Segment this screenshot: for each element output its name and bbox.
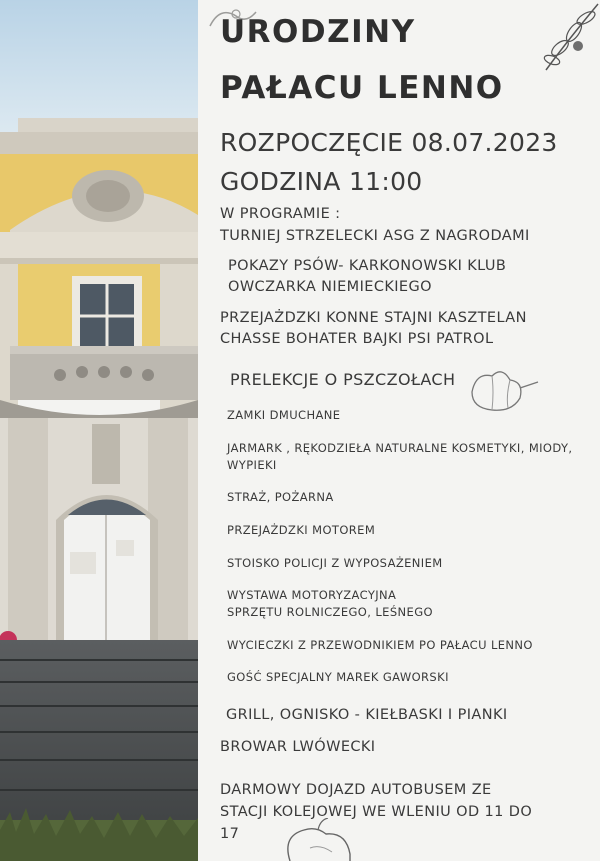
program-heading: W PROGRAMIE : xyxy=(220,206,341,222)
leaf-branch-icon xyxy=(538,0,600,72)
program-item: WYSTAWA MOTORYZACYJNA xyxy=(227,588,397,602)
transport-info: 17 xyxy=(220,826,240,842)
program-item: ZAMKI DMUCHANE xyxy=(227,408,341,422)
program-item: BROWAR LWÓWECKI xyxy=(220,739,376,755)
program-item: TURNIEJ STRZELECKI ASG Z NAGRODAMI xyxy=(220,228,530,244)
text-panel xyxy=(198,0,600,861)
start-date: ROZPOCZĘCIE 08.07.2023 xyxy=(220,128,558,157)
program-item: WYPIEKI xyxy=(227,458,277,472)
poster-title-line1: URODZINY xyxy=(220,14,416,50)
program-item: PRELEKCJE O PSZCZOŁACH xyxy=(230,370,456,389)
transport-info: DARMOWY DOJAZD AUTOBUSEM ZE xyxy=(220,782,492,798)
program-item: SPRZĘTU ROLNICZEGO, LEŚNEGO xyxy=(227,605,433,619)
program-item: PRZEJAŻDZKI MOTOREM xyxy=(227,523,376,537)
palace-photo xyxy=(0,0,198,861)
transport-info: STACJI KOLEJOWEJ WE WLENIU OD 11 DO xyxy=(220,804,533,820)
program-item: STRAŻ, POŻARNA xyxy=(227,490,334,504)
program-item: GRILL, OGNISKO - KIEŁBASKI I PIANKI xyxy=(226,707,508,723)
poster-title-line2: PAŁACU LENNO xyxy=(220,70,504,106)
program-item: PRZEJAŻDZKI KONNE STAJNI KASZTELAN xyxy=(220,310,527,326)
program-item: OWCZARKA NIEMIECKIEGO xyxy=(228,279,432,295)
program-item: WYCIECZKI Z PRZEWODNIKIEM PO PAŁACU LENNO xyxy=(227,638,533,652)
program-item: JARMARK , RĘKODZIEŁA NATURALNE KOSMETYKI, MIODY, xyxy=(227,441,573,455)
program-item: POKAZY PSÓW- KARKONOWSKI KLUB xyxy=(228,258,507,274)
program-item: CHASSE BOHATER BAJKI PSI PATROL xyxy=(220,331,494,347)
program-item: GOŚĆ SPECJALNY MAREK GAWORSKI xyxy=(227,670,449,684)
garlic-bulb-icon xyxy=(462,362,542,416)
start-time: GODZINA 11:00 xyxy=(220,167,423,196)
apple-sketch-icon xyxy=(270,818,360,861)
program-item: STOISKO POLICJI Z WYPOSAŻENIEM xyxy=(227,556,443,570)
